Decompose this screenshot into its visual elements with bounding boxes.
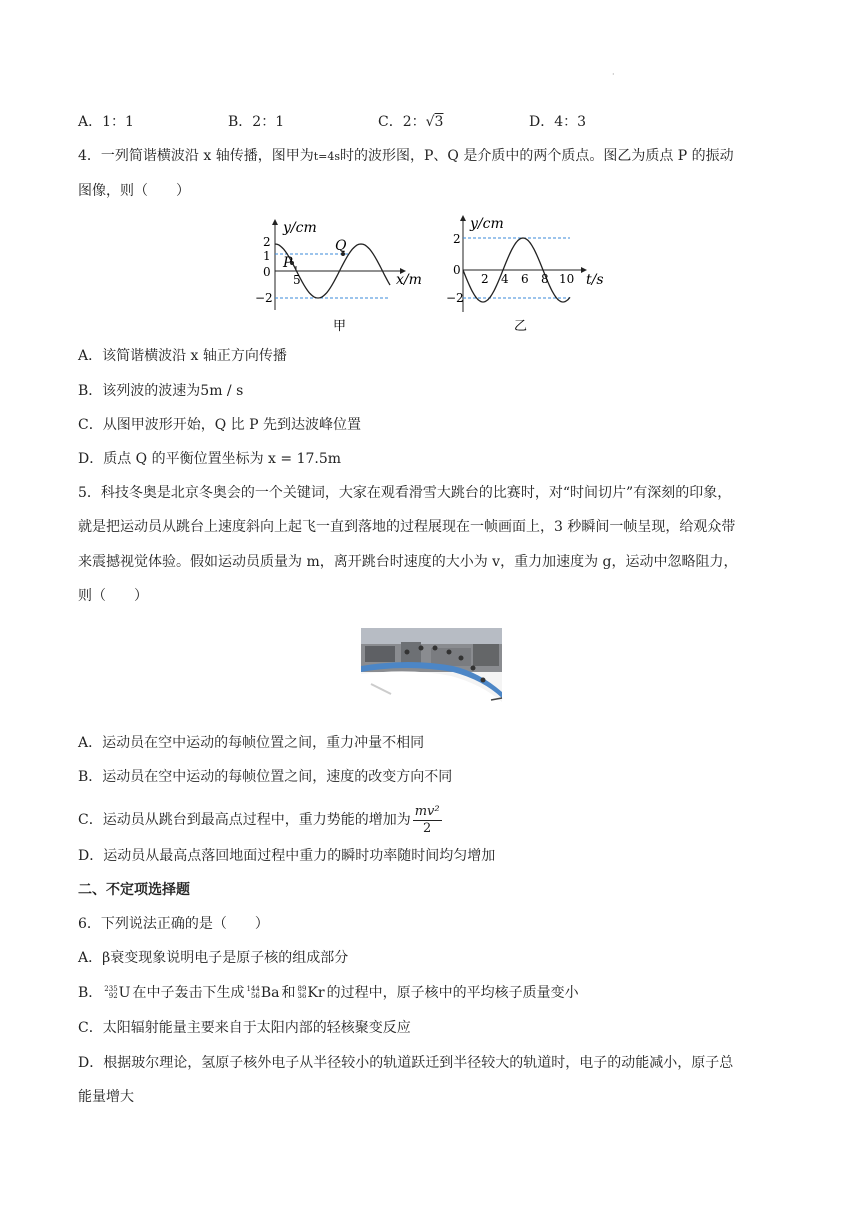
section-heading: 二、不定项选择题 xyxy=(78,882,190,898)
jia-point-q: Q xyxy=(335,238,347,254)
q4-option-a: A．该简谐横波沿 x 轴正方向传播 xyxy=(78,348,287,364)
yi-y-label: y/cm xyxy=(470,216,504,232)
q6-option-c: C．太阳辐射能量主要来自于太阳内部的轻核聚变反应 xyxy=(78,1020,411,1036)
q4-option-c: C．从图甲波形开始，Q 比 P 先到达波峰位置 xyxy=(78,417,361,433)
q5-option-c: C．运动员从跳台到最高点过程中，重力势能的增加为 $\frac{\text{mv²}}{2}$ xyxy=(78,803,440,836)
q5-stem-line2: 就是把运动员从跳台上速度斜向上起飞一直到落地的过程展现在一帧画面上，3 秒瞬间一帧呈现，给观众带 xyxy=(78,519,736,535)
q4-option-b: B．该列波的波速为5m / s xyxy=(78,383,244,399)
wave-graph-jia xyxy=(255,210,435,338)
q3-option-c: C．2：√3 xyxy=(378,114,444,130)
q5-option-c-fraction: $\frac{\text{mv²}}{2}$ xyxy=(414,803,440,836)
ski-jump-photo xyxy=(361,628,502,712)
yi-tick-x-2: 2 xyxy=(481,272,489,286)
q6-option-d-line2: 能量增大 xyxy=(78,1089,134,1105)
yi-tick-x-10: 10 xyxy=(559,272,575,286)
q6-option-d-line1: D．根据玻尔理论，氢原子核外电子从半径较小的轨道跃迁到半径较大的轨道时，电子的动能减小，原子总 xyxy=(78,1055,734,1071)
yi-tick-x-4: 4 xyxy=(501,272,509,286)
q5-option-a: A．运动员在空中运动的每帧位置之间，重力冲量不相同 xyxy=(78,735,425,751)
vibration-graph-yi xyxy=(448,210,608,338)
q4-stem-line1: 4．一列简谐横波沿 x 轴传播，图甲为t=4s时的波形图，P、Q 是介质中的两个质点。图乙为质点 P 的振动 xyxy=(78,148,734,164)
q4-stem-line2: 图像，则（ ） xyxy=(78,183,190,199)
yi-x-label: t/s xyxy=(586,272,604,288)
yi-tick-x-8: 8 xyxy=(541,272,549,286)
q3-option-b: B．2：1 xyxy=(228,114,285,130)
nuclide-kr: 89 36 Kr xyxy=(297,985,325,1001)
jia-point-p: P xyxy=(283,255,293,271)
q4-option-d: D．质点 Q 的平衡位置坐标为 x = 17.5m xyxy=(78,451,342,467)
header-dot: · xyxy=(612,70,615,79)
jia-tick-y-1: 1 xyxy=(263,249,271,263)
q5-stem-line3: 来震撼视觉体验。假如运动员质量为 m，离开跳台时速度的大小为 v，重力加速度为 g，运动中忽略阻力， xyxy=(78,554,738,570)
jia-tick-y-0: 0 xyxy=(263,265,271,279)
q3-option-d: D．4：3 xyxy=(529,114,587,130)
yi-tick-y-neg2: −2 xyxy=(446,291,464,305)
jia-y-label: y/cm xyxy=(283,220,317,236)
yi-tick-y-0: 0 xyxy=(453,263,461,277)
q5-stem-line4: 则（ ） xyxy=(78,588,148,604)
q5-option-d: D．运动员从最高点落回地面过程中重力的瞬时功率随时间均匀增加 xyxy=(78,848,496,864)
q6-option-b: B． 235 92 U 在中子轰击下生成 144 56 Ba 和 89 36 Kr 的过程中，原子核中的平均核子质量变小 xyxy=(78,985,579,1001)
q3-option-a: A．1：1 xyxy=(78,114,134,130)
q6-option-a: A．β衰变现象说明电子是原子核的组成部分 xyxy=(78,950,349,966)
jia-tick-x-5: 5 xyxy=(293,273,301,287)
q5-stem-line1: 5．科技冬奥是北京冬奥会的一个关键词，大家在观看滑雪大跳台的比赛时，对“时间切片”有深刻的印象， xyxy=(78,485,732,501)
yi-tick-y-2: 2 xyxy=(453,232,461,246)
nuclide-ba: 144 56 Ba xyxy=(246,985,280,1001)
jia-tick-y-neg2: −2 xyxy=(255,291,273,305)
q6-stem: 6．下列说法正确的是（ ） xyxy=(78,916,269,932)
yi-caption: 乙 xyxy=(514,319,528,334)
jia-x-label: x/m xyxy=(396,272,422,288)
yi-tick-x-6: 6 xyxy=(521,272,529,286)
jia-tick-y-2: 2 xyxy=(263,235,271,249)
jia-caption: 甲 xyxy=(333,319,347,334)
nuclide-u: 235 92 U xyxy=(104,985,131,1001)
q5-option-b: B．运动员在空中运动的每帧位置之间，速度的改变方向不同 xyxy=(78,769,453,785)
